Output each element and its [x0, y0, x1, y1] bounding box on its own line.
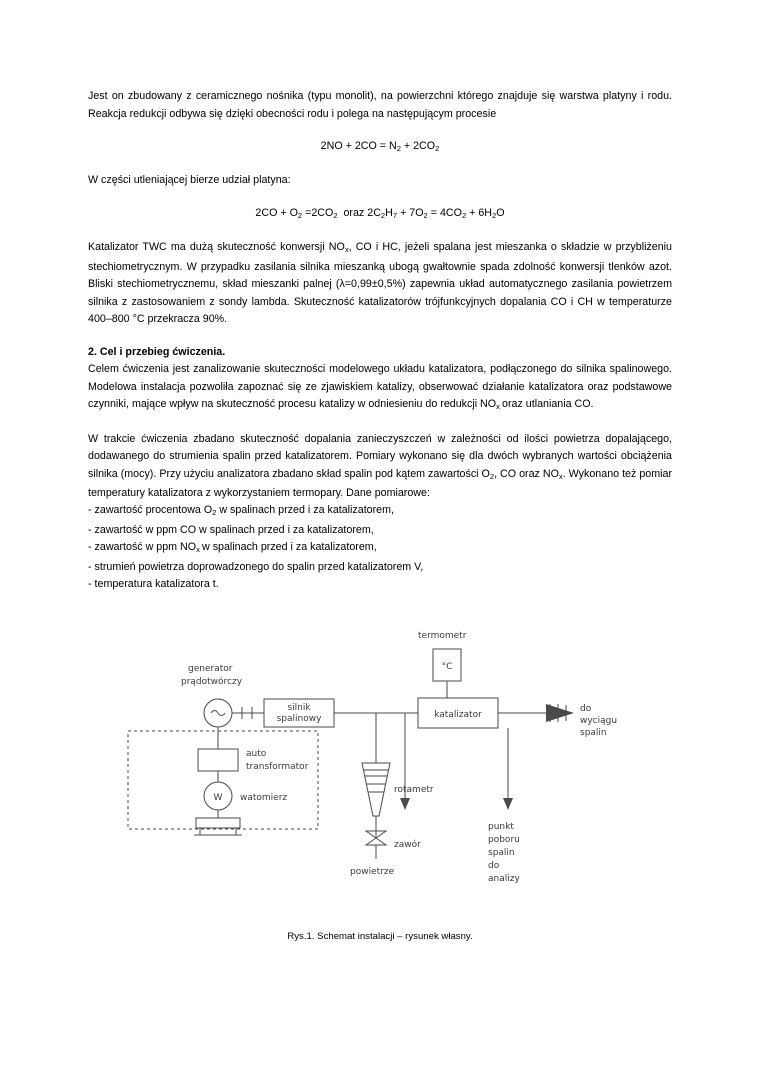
figure-installation-schematic [88, 616, 672, 942]
exhaust-label-line2: wyciągu [580, 715, 618, 726]
spacer [88, 416, 672, 431]
load-resistor-box [196, 818, 240, 828]
spacer [88, 329, 672, 344]
spacer [88, 224, 672, 239]
equation-1-text: $2NO + 2CO = N_2 + 2CO_2$ [320, 140, 440, 153]
spacer [88, 157, 672, 172]
generator-label-line1: generator [188, 663, 233, 674]
engine-label-line1: silnik [287, 702, 311, 713]
measurement-item: - zawartość w ppm $NO_x$ w spalinach przed i za katalizatorem, [88, 541, 377, 555]
exhaust-label-line3: spalin [580, 727, 607, 738]
thermometer-unit-label: °C [441, 661, 453, 672]
equation-1 [88, 138, 672, 157]
equation-2-text: $2CO + O_2 =2CO_2$ oraz $2C_2H_7 + 7O_2 = 4CO_2 + 6H_2O$ [255, 206, 505, 220]
autotransformer-box [198, 749, 238, 771]
equation-2 [88, 205, 672, 224]
sample-arrow-before-head-icon [400, 798, 410, 810]
measurement-item: - temperatura katalizatora t. [88, 578, 219, 591]
engine-label-line2: spalinowy [276, 713, 322, 724]
figure-caption: Rys.1. Schemat instalacji – rysunek własny. [287, 930, 473, 942]
paragraph-method: W trakcie ćwiczenia zbadano skuteczność dopalania zanieczyszczeń w zależności od ilości powietrza dopalającego, dodawanego do strumienia spalin przed katalizatorem. Pomiary wykonano się dla dwóch wybranych wartości obciążenia silnika (mocy). Przy użyciu analizatora zbadano skład spalin pod kątem zawartości $O_2$, CO oraz $NO_x$. Wykonano też pomiar temperatury katalizatora z wykorzystaniem termopary. Dane pomiarowe: [88, 432, 673, 499]
sample-label-line5: analizy [488, 873, 520, 884]
spacer [88, 190, 672, 205]
paragraph-twc: Katalizator TWC ma dużą skuteczność konwersji $NO_x$, CO i HC, jeżeli spalana jest mieszanka o składzie w przybliżeniu stechiometrycznym. W przypadku zasilania silnika mieszanką ubogą gwałtownie spada zdolność konwersji tlenków azot. Bliski stechiometrycznemu, skład mieszanki palnej (λ=0,99±0,5%) zapewnia układ automatycznego zasilania powietrzem silnika z zastosowaniem z sondy lambda. Skuteczność katalizatorów trójfunkcyjnych dopalania CO i CH w temperaturze 400–800 °C przekracza 90%. [88, 241, 672, 326]
sample-label-line4: do [488, 860, 500, 871]
rotameter-body [362, 763, 390, 816]
section-heading: 2. Cel i przebieg ćwiczenia. [88, 345, 226, 358]
catalyst-label: katalizator [434, 709, 482, 720]
measurement-item: - zawartość w ppm CO w spalinach przed i za katalizatorem, [88, 523, 374, 536]
autotransformer-label-line2: transformator [246, 761, 309, 772]
measurement-item: - strumień powietrza doprowadzonego do spalin przed katalizatorem V, [88, 560, 424, 573]
thermometer-label: termometr [418, 630, 467, 641]
schematic-svg [88, 616, 672, 916]
sample-label-line1: punkt [488, 821, 514, 832]
paragraph-goal: Celem ćwiczenia jest zanalizowanie skuteczności modelowego układu katalizatora, podłączonego do silnika spalinowego. Modelowa instalacja pozwoliła zapoznać się ze zjawiskiem katalizy, obserwować działanie katalizatora oraz podstawowe czynniki, mające wpływ na skuteczność procesu katalizy w odniesieniu do redukcji $NO_x$ oraz utlaniania CO. [88, 363, 672, 412]
sample-label-line3: spalin [488, 847, 515, 858]
wattmeter-label: watomierz [240, 792, 288, 803]
valve-label: zawór [394, 839, 421, 850]
rotameter-label: rotametr [394, 784, 434, 795]
generator-label-line2: prądotwórczy [181, 676, 243, 687]
autotransformer-label-line1: auto [246, 748, 267, 759]
sample-arrow-after-head-icon [503, 798, 513, 810]
measurement-item: - zawartość procentowa $O_2$ w spalinach przed i za katalizatorem, [88, 504, 395, 518]
paragraph-oxidizing: W części utleniającej bierze udział platyna: [88, 174, 291, 187]
exhaust-label-line1: do [580, 703, 592, 714]
paragraph-intro: Jest on zbudowany z ceramicznego nośnika (typu monolit), na powierzchni którego znajduje się warstwa platyny i rodu. Reakcja redukcji odbywa się dzięki obecności rodu i polega na następującym procesie [88, 90, 672, 120]
load-enclosure-dashed-box [128, 731, 318, 829]
sample-label-line2: poboru [488, 834, 520, 845]
spacer [88, 123, 672, 138]
wattmeter-symbol-label: W [213, 792, 223, 803]
air-label: powietrze [350, 866, 395, 877]
